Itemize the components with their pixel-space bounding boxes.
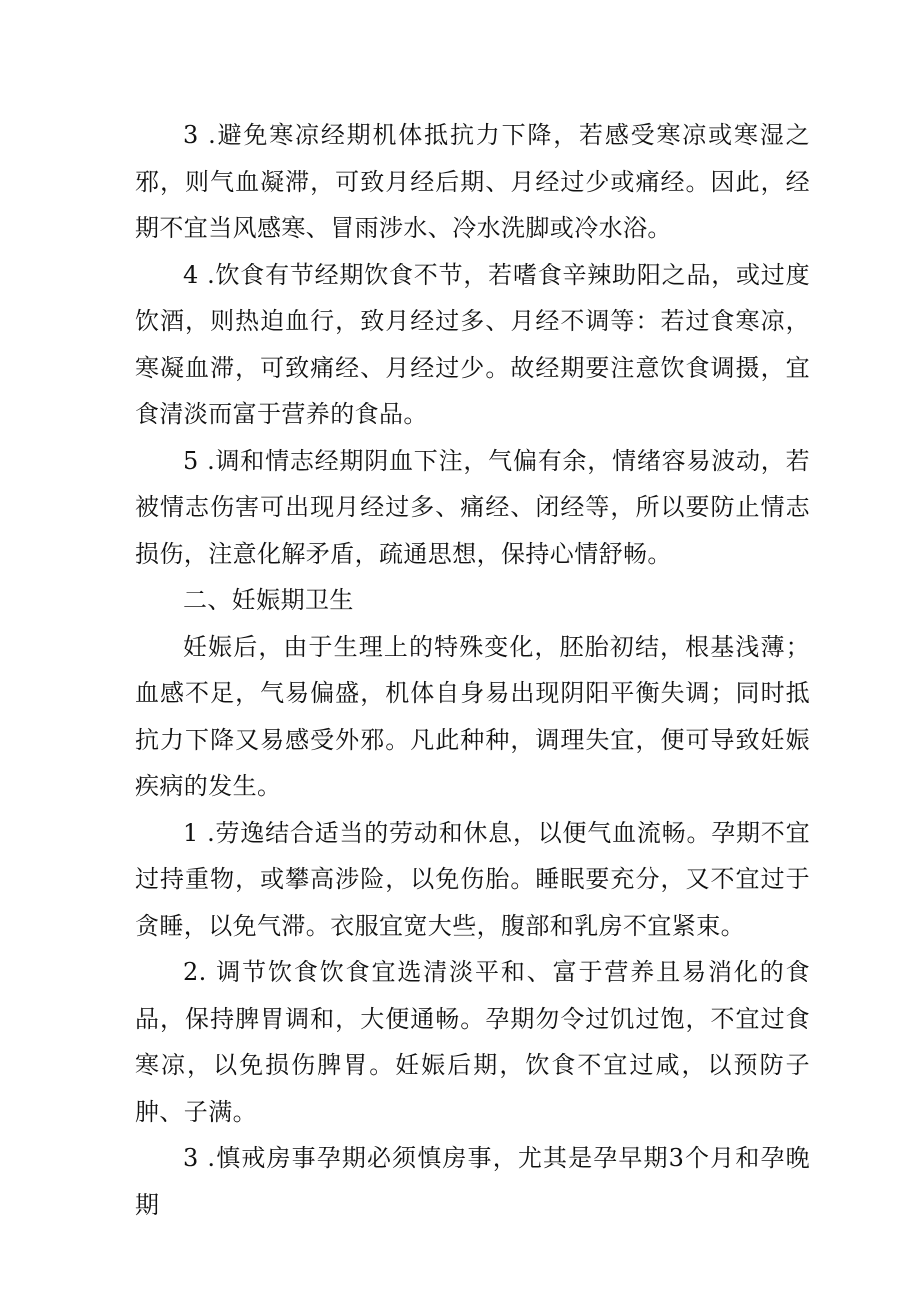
paragraph-menstrual-emotion: 5 .调和情志经期阴血下注，气偏有余，情绪容易波动，若被情志伤害可出现月经过多、痛经、闭经等，所以要防止情志损伤，注意化解矛盾，疏通思想，保持心情舒畅。 [135,446,810,568]
paragraph-pregnancy-diet: 2. 调节饮食饮食宜选清淡平和、富于营养且易消化的食品，保持脾胃调和，大便通畅。孕期勿令过饥过饱，不宜过食寒凉，以免损伤脾胃。妊娠后期，饮食不宜过咸，以预防子肿、子满。 [135,958,810,1126]
paragraph-pregnancy-rest: 1 .劳逸结合适当的劳动和休息，以便气血流畅。孕期不宜过持重物，或攀高涉险，以免伤胎。睡眠要充分，又不宜过于贪睡，以免气滞。衣服宜宽大些，腹部和乳房不宜紧束。 [135,818,810,940]
section-heading-pregnancy: 二、妊娠期卫生 [183,586,354,614]
paragraph-pregnancy-intro: 妊娠后，由于生理上的特殊变化，胚胎初结，根基浅薄；血感不足，气易偏盛，机体自身易出现阴阳平衡失调；同时抵抗力下降又易感受外邪。凡此种种，调理失宜，便可导致妊娠疾病的发生。 [135,632,810,800]
paragraph-pregnancy-abstinence: 3 .慎戒房事孕期必须慎房事，尤其是孕早期3个月和孕晚期 [135,1144,810,1219]
paragraph-menstrual-cold: 3 .避免寒凉经期机体抵抗力下降，若感受寒凉或寒湿之邪，则气血凝滞，可致月经后期、月经过少或痛经。因此，经期不宜当风感寒、冒雨涉水、冷水洗脚或冷水浴。 [135,121,810,242]
paragraph-menstrual-diet: 4 .饮食有节经期饮食不节，若嗜食辛辣助阳之品，或过度饮酒，则热迫血行，致月经过多、月经不调等：若过食寒凉，寒凝血滞，可致痛经、月经过少。故经期要注意饮食调摄，宜食清淡而富于营养的食品。 [135,260,810,428]
